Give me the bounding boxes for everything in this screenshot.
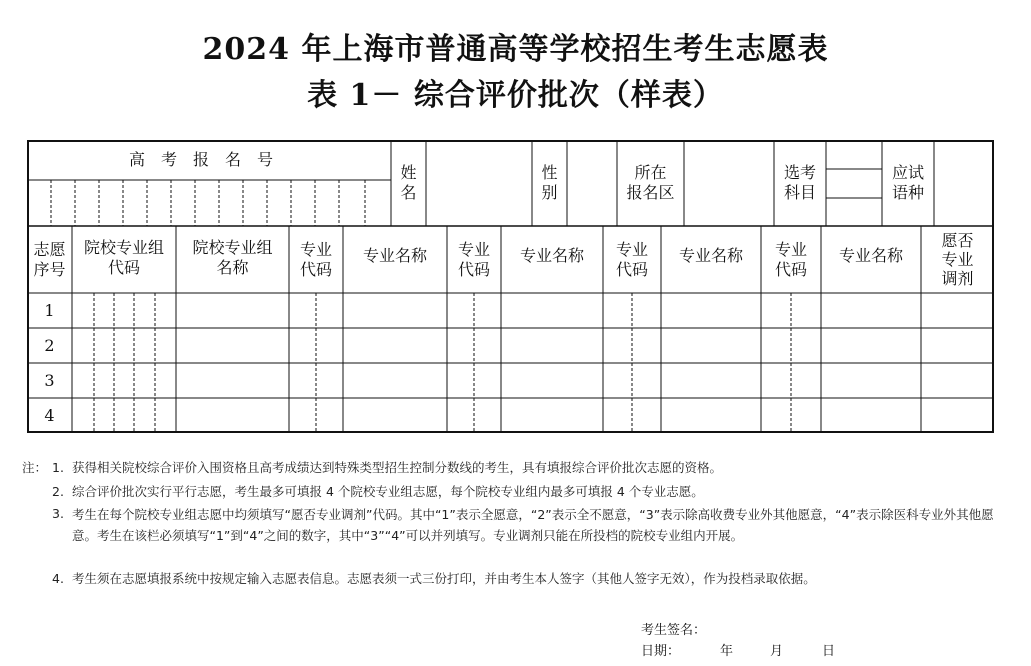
row-number: 4 <box>44 405 55 425</box>
date-day-label: 日 <box>822 644 836 659</box>
col-group-code: 院校专业组 代码 <box>83 238 164 277</box>
language-label: 应试 语种 <box>891 163 924 202</box>
page-subtitle: 表 1－ 综合评价批次（样表） <box>307 78 724 113</box>
col-major-name-4: 专业名称 <box>838 246 903 265</box>
application-form-table <box>27 140 994 433</box>
date-month-label: 月 <box>770 644 784 659</box>
name-field[interactable] <box>426 140 532 226</box>
row-number: 1 <box>44 300 55 320</box>
notes-prefix: 注： <box>22 460 48 475</box>
page-title: 2024 年上海市普通高等学校招生考生志愿表 <box>202 32 829 67</box>
note-number: 3. <box>52 506 64 521</box>
date-label: 日期： <box>641 644 681 659</box>
note-text: 获得相关院校综合评价入围资格且高考成绩达到特殊类型招生控制分数线的考生，具有填报综合评价批次志愿的资格。 <box>72 460 723 475</box>
district-field[interactable] <box>684 140 774 226</box>
row-number: 3 <box>44 370 55 390</box>
col-major-code-1: 专业 代码 <box>299 239 332 279</box>
note-text: 综合评价批次实行平行志愿，考生最多可填报 4 个院校专业组志愿，每个院校专业组内最多可填报 4 个专业志愿。 <box>72 484 704 499</box>
col-major-code-4: 专业 代码 <box>774 239 807 279</box>
note-text: 考生在每个院校专业组志愿中均须填写“愿否专业调剂”代码。其中“1”表示全愿意，“2”表示全不愿意，“3”表示除高收费专业外其他愿意，“4”表示除医科专业外其他愿意。考生在该栏必须填写“1”到“4”之间的数字，其中“3”“4”可以并列填写。专业调剂只能在所投档的院校专业组内开展。 <box>72 507 994 543</box>
note-number: 1. <box>52 460 64 475</box>
col-major-code-3: 专业 代码 <box>615 239 648 279</box>
col-group-name: 院校专业组 名称 <box>192 238 273 277</box>
note-number: 2. <box>52 484 64 499</box>
signature-label: 考生签名： <box>641 623 707 638</box>
row-number: 2 <box>44 335 55 355</box>
col-major-code-2: 专业 代码 <box>457 239 490 279</box>
subjects-label: 选考 科目 <box>783 163 816 202</box>
gender-label: 性 别 <box>541 163 558 202</box>
col-major-name-3: 专业名称 <box>678 246 743 265</box>
language-field[interactable] <box>934 140 994 226</box>
note-number: 4. <box>52 571 64 586</box>
col-adjust: 愿否 专业 调剂 <box>941 231 974 288</box>
col-major-name-1: 专业名称 <box>362 246 427 265</box>
name-label: 姓 名 <box>400 163 417 202</box>
subjects-field[interactable] <box>826 140 882 226</box>
date-year-label: 年 <box>720 644 734 659</box>
col-major-name-2: 专业名称 <box>519 246 584 265</box>
gender-field[interactable] <box>567 140 617 226</box>
note-text: 考生须在志愿填报系统中按规定输入志愿表信息。志愿表须一式三份打印，并由考生本人签字（其他人签字无效），作为投档录取依据。 <box>72 571 816 586</box>
district-label: 所在 报名区 <box>626 163 675 202</box>
exam-number-label: 高考报名号 <box>128 150 289 169</box>
col-order: 志愿 序号 <box>33 239 66 279</box>
